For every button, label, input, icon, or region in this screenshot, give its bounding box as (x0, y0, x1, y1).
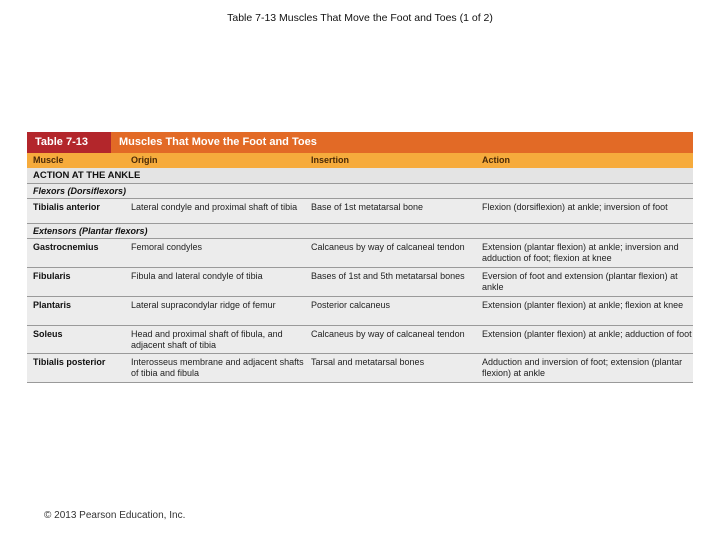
cell-origin: Fibula and lateral condyle of tibia (131, 271, 263, 281)
cell-muscle: Soleus (33, 329, 63, 339)
group-heading-extensors: Extensors (Plantar flexors) (27, 224, 693, 239)
header-insertion: Insertion (311, 155, 350, 165)
table-row (27, 297, 693, 326)
table-title: Muscles That Move the Foot and Toes (119, 136, 317, 148)
cell-action: Extension (planter flexion) at ankle; flexion at knee (482, 300, 684, 310)
cell-insertion: Base of 1st metatarsal bone (311, 202, 424, 212)
table-row (27, 326, 693, 354)
cell-action: Extension (planter flexion) at ankle; adduction of foot (482, 329, 692, 339)
cell-insertion: Calcaneus by way of calcaneal tendon (311, 329, 465, 339)
muscle-table (27, 132, 693, 383)
cell-insertion: Bases of 1st and 5th metatarsal bones (311, 271, 465, 281)
cell-insertion: Calcaneus by way of calcaneal tendon (311, 242, 465, 252)
table-row (27, 239, 693, 268)
cell-muscle: Tibialis anterior (33, 202, 100, 212)
cell-action: Adduction and inversion of foot; extension (plantar flexion) at ankle (482, 357, 683, 378)
cell-origin: Lateral condyle and proximal shaft of tibia (131, 202, 298, 212)
cell-muscle: Fibularis (33, 271, 71, 281)
table-row (27, 354, 693, 383)
cell-muscle: Gastrocnemius (33, 242, 99, 252)
slide-title: Table 7-13 Muscles That Move the Foot and Toes (1 of 2) (227, 12, 493, 24)
cell-action: Extension (plantar flexion) at ankle; inversion and adduction of foot; flexion at knee (482, 242, 679, 263)
header-action: Action (482, 155, 510, 165)
cell-action: Flexion (dorsiflexion) at ankle; inversion of foot (482, 202, 668, 212)
copyright-footer: © 2013 Pearson Education, Inc. (44, 510, 186, 521)
group-heading-flexors: Flexors (Dorsiflexors) (27, 184, 693, 199)
header-origin: Origin (131, 155, 158, 165)
cell-action: Eversion of foot and extension (plantar flexion) at ankle (482, 271, 678, 292)
cell-insertion: Posterior calcaneus (311, 300, 391, 310)
table-row (27, 199, 693, 224)
header-muscle: Muscle (33, 155, 64, 165)
cell-origin: Lateral supracondylar ridge of femur (131, 300, 276, 310)
table-banner (27, 132, 693, 153)
cell-muscle: Plantaris (33, 300, 72, 310)
cell-origin: Interosseus membrane and adjacent shafts of tibia and fibula (131, 357, 304, 378)
cell-origin: Head and proximal shaft of fibula, and adjacent shaft of tibia (131, 329, 283, 350)
cell-insertion: Tarsal and metatarsal bones (311, 357, 425, 367)
table-number: Table 7-13 (27, 132, 111, 153)
table-row (27, 268, 693, 297)
cell-origin: Femoral condyles (131, 242, 203, 252)
table-header-row (27, 153, 693, 168)
cell-muscle: Tibialis posterior (33, 357, 106, 367)
section-heading: ACTION AT THE ANKLE (27, 168, 693, 184)
